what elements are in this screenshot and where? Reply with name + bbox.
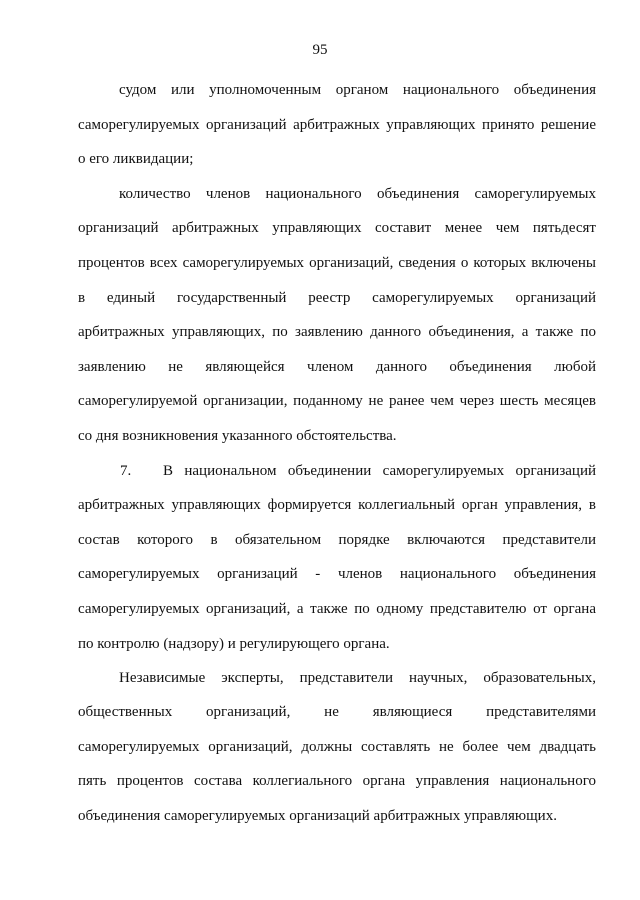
paragraph-line: арбитражных управляющих формируется коллегиальный орган управления, в	[78, 497, 596, 514]
paragraph-line-text: В национальном объединении саморегулируемых организаций	[163, 462, 596, 479]
page-number: 95	[312, 42, 328, 58]
paragraph-line: по контролю (надзору) и регулирующего органа.	[78, 635, 390, 652]
paragraph-line: судом или уполномоченным органом национального объединения	[119, 82, 596, 98]
paragraph-line: о его ликвидации;	[78, 151, 194, 168]
paragraph-line: Независимые эксперты, представители научных, образовательных,	[119, 669, 596, 686]
paragraph-line: саморегулируемых организаций - членов национального объединения	[78, 566, 596, 583]
paragraph-line: в единый государственный реестр саморегулируемых организаций	[78, 289, 596, 306]
paragraph-line: процентов всех саморегулируемых организаций, сведения о которых включены	[78, 254, 596, 271]
paragraph-line: со дня возникновения указанного обстоятельства.	[78, 427, 397, 444]
paragraph-line: саморегулируемых организаций, а также по одному представителю от органа	[78, 600, 596, 617]
paragraph-line: общественных организаций, не являющиеся представителями	[78, 704, 596, 721]
paragraph-4	[78, 668, 596, 841]
paragraph-1	[78, 80, 596, 184]
paragraph-line: пять процентов состава коллегиального органа управления национального	[78, 773, 596, 790]
paragraph-line: заявлению не являющейся членом данного объединения любой	[78, 358, 596, 375]
paragraph-2	[78, 184, 596, 461]
paragraph-line: состав которого в обязательном порядке включаются представители	[78, 531, 596, 548]
paragraph-line: саморегулируемых организаций арбитражных управляющих принято решение	[78, 116, 596, 133]
paragraph-line: саморегулируемой организации, поданному не ранее чем через шесть месяцев	[78, 393, 596, 410]
paragraph-line	[78, 461, 596, 481]
paragraph-line: объединения саморегулируемых организаций арбитражных управляющих.	[78, 807, 557, 824]
paragraph-7	[78, 461, 596, 669]
paragraph-line: саморегулируемых организаций, должны составлять не более чем двадцать	[78, 738, 596, 755]
paragraph-line: арбитражных управляющих, по заявлению данного объединения, а также по	[78, 324, 596, 341]
paragraph-line: количество членов национального объединения саморегулируемых	[119, 185, 596, 202]
paragraph-number: 7.	[120, 462, 132, 479]
paragraph-line: организаций арбитражных управляющих составит менее чем пятьдесят	[78, 220, 596, 237]
